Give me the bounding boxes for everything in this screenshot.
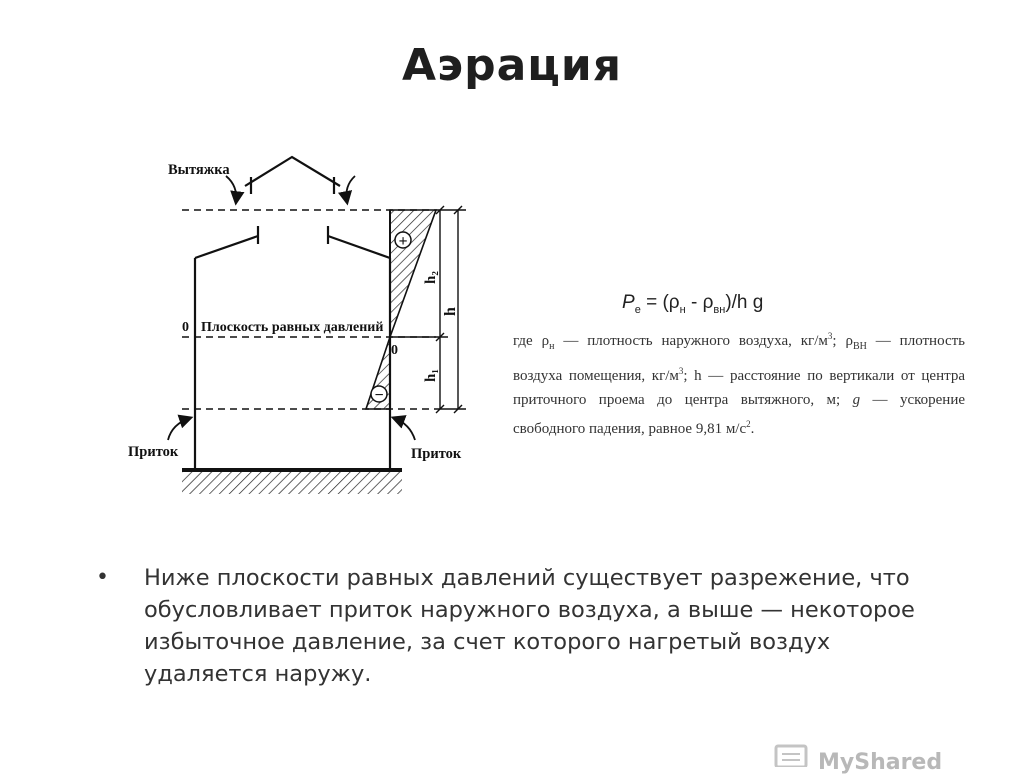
- h-label: h: [442, 307, 459, 316]
- h1-label: h₁: [423, 369, 439, 382]
- inflow-arrows: [168, 418, 415, 440]
- roof-lantern: [245, 157, 340, 194]
- plus-sign: +: [398, 233, 408, 250]
- inflow-label-right: Приток: [411, 446, 462, 462]
- watermark-text: MyShared: [818, 750, 943, 775]
- inflow-label-left: Приток: [128, 444, 179, 460]
- bullet-text: Ниже плоскости равных давлений существует разрежение, что обусловливает приток наружного воздуха, а выше — некоторое избыточное давление, за счет которого нагретый воздух удаляется наружу.: [144, 565, 915, 687]
- building-outline: [195, 226, 390, 468]
- formula-legend: где $\rho_н$ — плотность наружного воздуха, $кг/м^3$; $\rho_{ВН}$ — плотность воздуха помещения, $кг/м^3$; h — расстояние по вертикали от центра приточного проема до центра вытяжного, м; g — ускорение свободного падения, равное 9,81 $м/с^2$.: [513, 331, 966, 437]
- h2-label: h₂: [423, 271, 439, 284]
- ground-hatch: [182, 472, 402, 494]
- bullet-marker: •: [96, 565, 109, 590]
- bullet-point: [96, 562, 956, 690]
- pressure-formula: $P_e = (\rho_н - \rho_{вн})/h$ g: [622, 292, 764, 316]
- exhaust-label: Вытяжка: [168, 162, 230, 178]
- slide-title: Аэрация: [401, 40, 623, 91]
- exhaust-arrows: [226, 176, 355, 202]
- equal-pressure-label: Плоскость равных давлений: [201, 320, 384, 335]
- logo-icon: [772, 742, 812, 767]
- minus-sign: −: [374, 387, 384, 404]
- right-zero-label: 0: [391, 343, 398, 358]
- plane-zero-label: 0: [182, 320, 189, 335]
